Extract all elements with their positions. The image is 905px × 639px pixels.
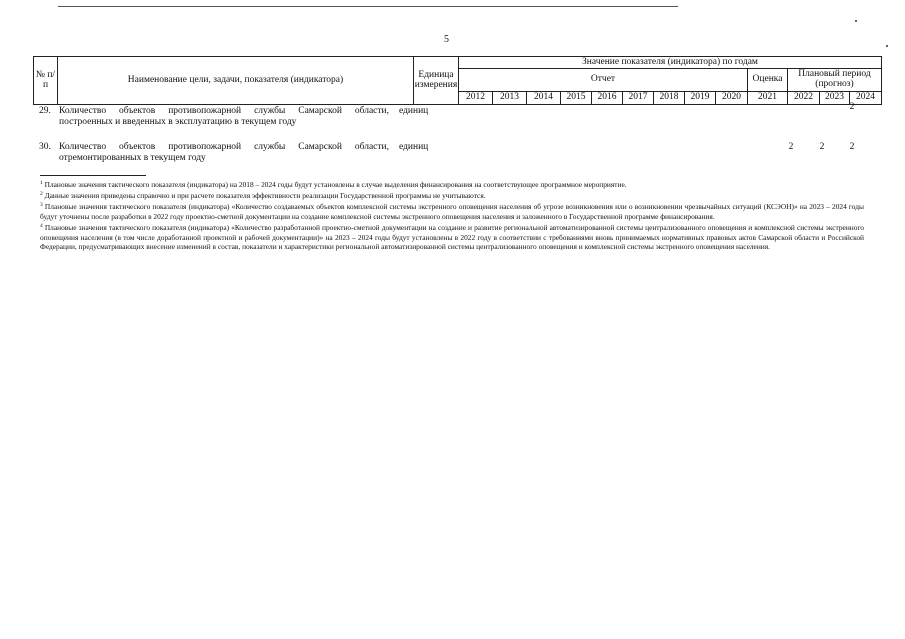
table-row [33, 140, 866, 176]
row-value-2023: 2 [819, 142, 825, 152]
header-year: 2024 [850, 92, 882, 105]
scan-speck [855, 20, 857, 22]
header-estimate: Оценка [748, 69, 788, 92]
header-col-name: Наименование цели, задачи, показателя (индикатора) [58, 57, 414, 105]
footnote-text: Плановые значения тактического показателя (индикатора) «Количество создаваемых объектов комплексной системы экстренного оповещения населения об угрозе возникновения или о возникновении чрезвычайных ситуаций (КСЭОН)» на 2023 – 2024 годы будут уточнены после разработки в 2022 году проектно-сметной документации на создание комплексной системы экстренного оповещения населения и заложенного в Государственной программе финансирования. [40, 202, 864, 221]
header-year: 2018 [654, 92, 685, 105]
footnote-mark: 3 [40, 202, 43, 209]
row-value-2024: 2 [849, 102, 855, 112]
row-unit: единиц [399, 106, 429, 116]
footnote-text: Данные значения приведены справочно и при расчете показателя эффективности реализации Государственной программы не учитываются. [44, 191, 486, 201]
row-name: Количество объектов противопожарной службы Самарской области, отремонтированных в текущем году [59, 142, 389, 163]
top-rule [58, 6, 678, 7]
header-report: Отчет [459, 69, 748, 92]
row-number: 30. [39, 142, 51, 152]
footnotes [40, 180, 864, 253]
header-year: 2012 [459, 92, 493, 105]
header-year: 2022 [788, 92, 820, 105]
footnote [40, 191, 864, 201]
table-row [33, 104, 866, 140]
footnote-mark: 4 [40, 223, 43, 229]
footnote [40, 180, 864, 190]
footnote [40, 223, 864, 252]
header-year: 2015 [561, 92, 592, 105]
page-number: 5 [444, 34, 449, 45]
scan-speck [886, 45, 888, 47]
row-number: 29. [39, 106, 51, 116]
header-year: 2014 [527, 92, 561, 105]
row-value-2024: 2 [849, 142, 855, 152]
row-value-2022: 2 [788, 142, 794, 152]
footnote-separator [40, 175, 146, 176]
header-group-title: Значение показателя (индикатора) по годам [459, 57, 882, 69]
footnote-mark: 2 [40, 191, 43, 198]
header-year: 2023 [820, 92, 850, 105]
header-year: 2017 [623, 92, 654, 105]
footnote-text: Плановые значения тактического показателя (индикатора) «Количество разработанной проектно-сметной документации на создание и развитие региональной автоматизированной системы централизованного оповещения и комплексной системы экстренного оповещения населения (в том числе доработанной проектной и рабочей документации)» на 2023 – 2024 годы будут установлены в 2022 году в соответствии с требованиями вновь принимаемых нормативных правовых актов Самарской области и Российской Федерации, предусматривающих внесение изменений в состав, показатели и характеристики региональной автоматизированной системы централизованного оповещения и комплексной системы экстренного оповещения населения. [40, 223, 864, 252]
row-unit: единиц [399, 142, 429, 152]
footnote-text: Плановые значения тактического показателя (индикатора) на 2018 – 2024 годы будут установлены в случае выделения финансирования на соответствующее программное мероприятие. [44, 180, 627, 189]
indicator-table-header [33, 56, 882, 105]
footnote-mark: 1 [40, 180, 43, 186]
header-year: 2019 [685, 92, 716, 105]
header-year: 2021 [748, 92, 788, 105]
header-year: 2020 [716, 92, 748, 105]
header-plan: Плановый период (прогноз) [788, 69, 882, 92]
footnote [40, 202, 864, 221]
indicator-rows [33, 104, 866, 176]
header-year: 2013 [493, 92, 527, 105]
header-col-no: № п/п [34, 57, 58, 105]
row-name: Количество объектов противопожарной службы Самарской области, построенных и введенных в эксплуатацию в текущем году [59, 106, 389, 127]
header-col-unit: Единица измерения [414, 57, 459, 105]
header-year: 2016 [592, 92, 623, 105]
